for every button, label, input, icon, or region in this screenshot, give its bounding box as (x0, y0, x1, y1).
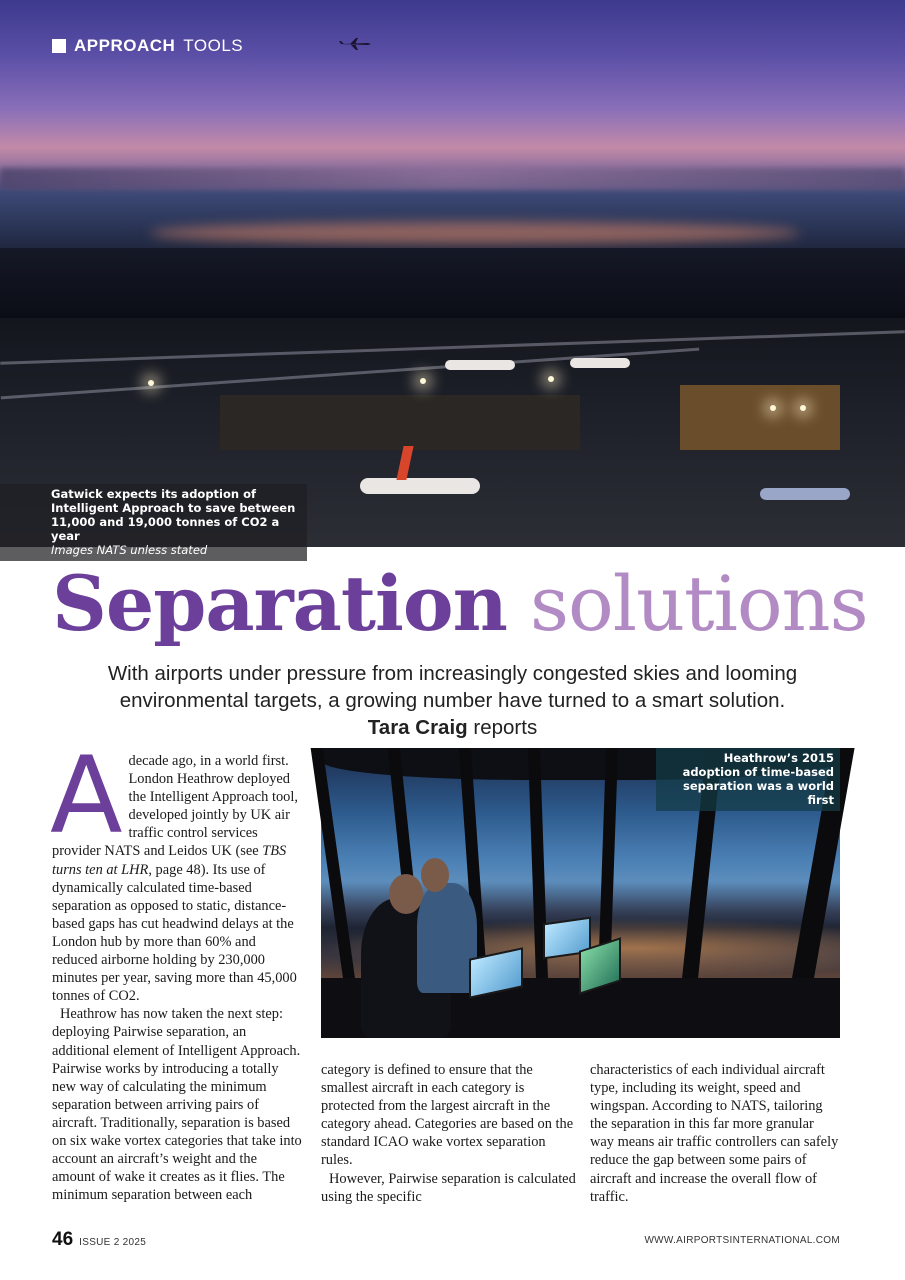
footer-left (52, 1229, 146, 1251)
hero-sunset-glow (150, 222, 800, 244)
hero-caption (0, 484, 307, 561)
headline-light: solutions (530, 559, 868, 648)
hero-hangar (680, 385, 840, 450)
hero-floodlight (800, 405, 806, 411)
hero-aircraft (445, 360, 515, 370)
headline (52, 556, 872, 652)
body-column-2 (321, 1061, 579, 1206)
hero-floodlight (548, 376, 554, 382)
body-column-3 (590, 1061, 840, 1206)
hero-aircraft (760, 488, 850, 500)
tower-photo-caption: Heathrow’s 2015 adoption of time-based separation was a world first (656, 748, 840, 811)
hero-floodlight (770, 405, 776, 411)
hero-aircraft (570, 358, 630, 368)
image-credit: Images NATS unless stated (51, 543, 208, 557)
section-square-icon (52, 39, 66, 53)
controller-person (417, 883, 477, 993)
section-label-bold: APPROACH (74, 36, 176, 55)
headline-bold: Separation (52, 559, 507, 648)
hero-horizon (0, 248, 905, 318)
body-paragraph: However, Pairwise separation is calculated using the specific (321, 1170, 576, 1205)
body-paragraph: category is defined to ensure that the smallest aircraft in each category is protected from the largest aircraft in the category ahead. Categories are based on the standard ICAO wake vortex separation rules. (321, 1062, 574, 1169)
section-label-light: TOOLS (183, 36, 244, 55)
body-paragraph: Heathrow has now taken the next step: deploying Pairwise separation, an additional element of Intelligent Approach. Pairwise works by introducing a totally new way of calculating the minimum separation between arriving pairs of aircraft. Traditionally, separation is based on six wake vortex categories that take into account an aircraft’s weight and the amount of wake it creates as it flies. The minimum separation between each (52, 1006, 302, 1204)
airplane-icon (338, 38, 372, 50)
standfirst-text: With airports under pressure from increasingly congested skies and looming environmental targets, a growing number have turned to a smart solution. (107, 662, 798, 712)
controller-head (389, 874, 423, 914)
drop-cap: A (50, 734, 123, 857)
hero-floodlight (420, 378, 426, 384)
website-url: WWW.AIRPORTSINTERNATIONAL.COM (644, 1235, 840, 1246)
section-label (52, 36, 243, 56)
hero-floodlight (148, 380, 154, 386)
body-paragraph: characteristics of each individual aircraft type, including its weight, speed and wingspan. According to NATS, tailoring the separation in this far more granular way means air traffic controllers can safely reduce the gap between some pairs of aircraft and increase the overall flow of traffic. (590, 1062, 839, 1205)
standfirst (100, 660, 805, 741)
body-paragraph (50, 734, 302, 1005)
standfirst-suffix: reports (473, 716, 538, 739)
hero-photo (0, 0, 905, 557)
controller-head (421, 858, 449, 892)
body-column-1 (50, 734, 302, 1204)
issue-label: ISSUE 2 2025 (79, 1237, 147, 1248)
body-text: decade ago, in a world first. London Heathrow deployed the Intelligent Approach tool, developed jointly by UK air traffic control services provider NATS and Leidos UK (see (52, 753, 298, 860)
hero-aircraft (360, 478, 480, 494)
author-name: Tara Craig (367, 716, 468, 739)
body-text: , page 48). Its use of dynamically calculated time-based separation as opposed to static, distance-based gaps has cut headwind delays at the London hub by more than 60% and reduced airborne holding by 230,000 minutes per year, saving more than 45,000 tonnes of CO2. (52, 861, 297, 1005)
cross-reference: TBS turns ten at LHR (52, 843, 287, 878)
hero-cloud (0, 168, 905, 190)
hero-caption-text: Gatwick expects its adoption of Intelligent Approach to save between 11,000 and 19,000 tonnes of CO2 a year (51, 487, 296, 543)
control-tower-photo (321, 748, 840, 1038)
page-number: 46 (52, 1229, 74, 1250)
hero-terminal (220, 395, 580, 450)
